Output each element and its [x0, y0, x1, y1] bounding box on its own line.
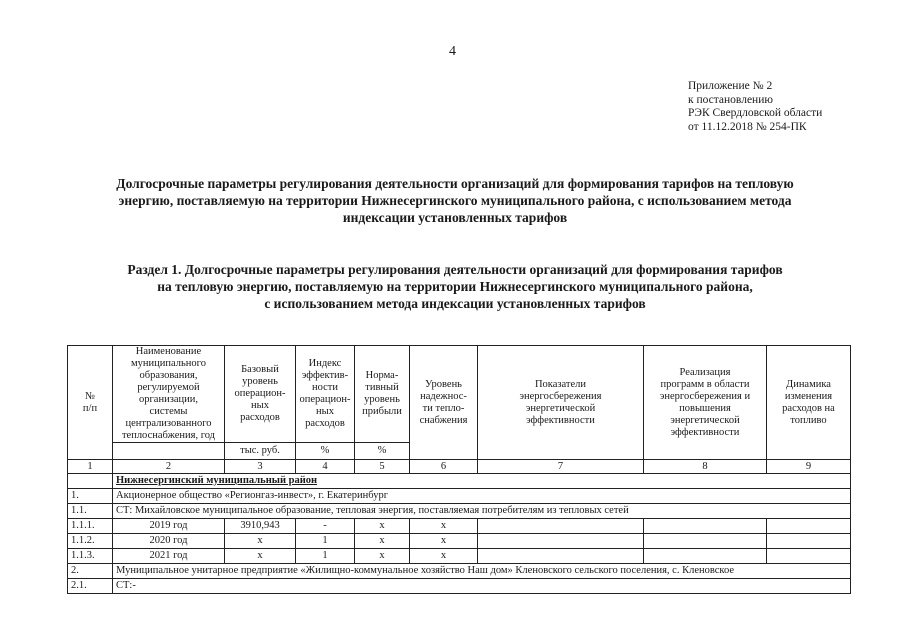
- header-line: топливо: [790, 414, 827, 426]
- header-line: энергетической: [670, 414, 740, 426]
- row-normative-profit: х: [355, 519, 410, 534]
- row-reliability: х: [410, 519, 478, 534]
- row-base-opex: 3910,943: [225, 519, 296, 534]
- table-row: [68, 579, 851, 594]
- header-line: №: [84, 390, 96, 402]
- title-line: индексации установленных тарифов: [342, 210, 568, 225]
- header-line: энергосбережения и: [659, 390, 751, 402]
- header-energy-program: [644, 346, 767, 460]
- header-line: эффективности: [526, 414, 595, 426]
- section-line: Раздел 1. Долгосрочные параметры регулирования деятельности организаций для формирования тарифов: [127, 262, 783, 277]
- header-line: Норма-: [365, 370, 399, 381]
- header-line: Динамика: [786, 378, 831, 390]
- table-row: [68, 534, 851, 549]
- district-label: Нижнесергинский муниципальный район: [116, 475, 318, 486]
- header-line: снабжения: [419, 414, 468, 426]
- row-energy-efficiency: [478, 519, 644, 534]
- unit-base: тыс. руб.: [225, 443, 296, 460]
- header-base-opex: [225, 346, 296, 443]
- row-efficiency-index: 1: [296, 534, 355, 549]
- header-line: эффективности: [670, 426, 740, 438]
- header-line: п/п: [82, 402, 98, 414]
- header-normative-profit: [355, 346, 410, 443]
- header-line: Реализация: [679, 366, 731, 378]
- header-energy-efficiency: [478, 346, 644, 460]
- header-line: Наименование: [135, 346, 202, 357]
- row-number: 1.1.: [68, 504, 113, 519]
- header-line: операцион-: [299, 394, 351, 405]
- header-line: образования,: [139, 370, 198, 381]
- column-number: 5: [355, 460, 410, 474]
- row-normative-profit: х: [355, 549, 410, 564]
- row-year: 2021 год: [113, 549, 225, 564]
- header-line: организации,: [139, 394, 198, 405]
- header-line: системы: [149, 406, 188, 417]
- header-line: ных: [251, 400, 269, 411]
- title-line: Долгосрочные параметры регулирования деятельности организаций для формирования тарифов на тепловую: [116, 176, 794, 191]
- cell-empty: [68, 474, 113, 489]
- column-number: 3: [225, 460, 296, 474]
- header-line: Индекс: [308, 358, 342, 369]
- header-row: [68, 346, 851, 443]
- appendix-line: Приложение № 2: [688, 80, 773, 92]
- title-line: энергию, поставляемую на территории Нижнесергинского муниципального района, с использованием метода: [118, 193, 792, 208]
- page-number: 4: [449, 44, 456, 59]
- heat-system-name: СТ:-: [113, 579, 851, 594]
- column-number: 6: [410, 460, 478, 474]
- header-num: [68, 346, 113, 460]
- header-line: ти тепло-: [422, 402, 465, 414]
- parameters-table: [67, 345, 851, 594]
- row-energy-efficiency: [478, 549, 644, 564]
- row-fuel-dynamics: [767, 549, 851, 564]
- header-line: изменения: [784, 390, 833, 402]
- row-energy-program: [644, 534, 767, 549]
- header-line: надежнос-: [420, 390, 467, 402]
- header-line: энергетической: [525, 402, 596, 414]
- header-line: уровень: [242, 376, 278, 387]
- row-number: 1.1.2.: [68, 534, 113, 549]
- header-line: расходов: [305, 418, 345, 429]
- row-energy-program: [644, 549, 767, 564]
- unit-norm: %: [355, 443, 410, 460]
- row-energy-program: [644, 519, 767, 534]
- header-reliability: [410, 346, 478, 460]
- heat-system-name: СТ: Михайловское муниципальное образование, тепловая энергия, поставляемая потребителям из тепловых сетей: [113, 504, 851, 519]
- header-line: централизованного: [125, 418, 212, 429]
- row-number: 1.: [68, 489, 113, 504]
- column-number: 8: [644, 460, 767, 474]
- table-row: [68, 504, 851, 519]
- column-number: 9: [767, 460, 851, 474]
- appendix-line: РЭК Свердловской области: [688, 107, 823, 119]
- header-line: теплоснабжения, год: [121, 430, 216, 441]
- appendix-line: к постановлению: [688, 93, 773, 106]
- header-line: ных: [316, 406, 334, 417]
- table-row: [68, 489, 851, 504]
- header-name: [113, 346, 225, 443]
- header-line: операцион-: [234, 388, 286, 399]
- header-line: ности: [312, 382, 338, 393]
- unit-name-empty: [113, 443, 225, 460]
- table-row: [68, 519, 851, 534]
- header-line: прибыли: [362, 406, 402, 417]
- district-row: [68, 474, 851, 489]
- section-title: [60, 261, 850, 312]
- row-efficiency-index: -: [296, 519, 355, 534]
- row-number: 1.1.3.: [68, 549, 113, 564]
- header-line: Показатели: [534, 378, 587, 390]
- header-line: регулируемой: [137, 382, 200, 393]
- appendix-line: от 11.12.2018 № 254-ПК: [688, 120, 807, 133]
- row-year: 2019 год: [113, 519, 225, 534]
- header-line: повышения: [679, 402, 731, 414]
- appendix-note: [688, 80, 822, 134]
- row-number: 2.1.: [68, 579, 113, 594]
- section-line: с использованием метода индексации установленных тарифов: [264, 296, 646, 311]
- header-efficiency-index: [296, 346, 355, 443]
- row-reliability: х: [410, 534, 478, 549]
- section-line: на тепловую энергию, поставляемую на территории Нижнесергинского муниципального района,: [157, 279, 753, 294]
- column-number: 7: [478, 460, 644, 474]
- organization-name: Акционерное общество «Регионгаз-инвест», г. Екатеринбург: [113, 489, 851, 504]
- column-number: 4: [296, 460, 355, 474]
- column-number: 1: [68, 460, 113, 474]
- row-base-opex: х: [225, 534, 296, 549]
- header-line: эффектив-: [301, 370, 349, 381]
- row-fuel-dynamics: [767, 534, 851, 549]
- header-line: расходов на: [782, 402, 835, 414]
- district-name: [113, 474, 851, 489]
- row-efficiency-index: 1: [296, 549, 355, 564]
- organization-name: Муниципальное унитарное предприятие «Жилищно-коммунальное хозяйство Наш дом» Кленовского сельского поселения, с. Кленовское: [113, 564, 851, 579]
- row-fuel-dynamics: [767, 519, 851, 534]
- header-line: программ в области: [660, 378, 750, 390]
- row-energy-efficiency: [478, 534, 644, 549]
- row-normative-profit: х: [355, 534, 410, 549]
- table-row: [68, 564, 851, 579]
- row-number: 1.1.1.: [68, 519, 113, 534]
- row-base-opex: х: [225, 549, 296, 564]
- column-numbers-row: [68, 460, 851, 474]
- row-reliability: х: [410, 549, 478, 564]
- header-line: Базовый: [241, 364, 279, 375]
- header-line: Уровень: [425, 378, 462, 390]
- document-title: [60, 175, 850, 226]
- header-line: расходов: [240, 412, 280, 423]
- column-number: 2: [113, 460, 225, 474]
- table-row: [68, 549, 851, 564]
- row-number: 2.: [68, 564, 113, 579]
- header-line: муниципального: [131, 358, 206, 369]
- row-year: 2020 год: [113, 534, 225, 549]
- unit-index: %: [296, 443, 355, 460]
- header-line: тивный: [365, 382, 399, 393]
- header-line: энергосбережения: [519, 390, 602, 402]
- header-line: уровень: [364, 394, 400, 405]
- header-fuel-dynamics: [767, 346, 851, 460]
